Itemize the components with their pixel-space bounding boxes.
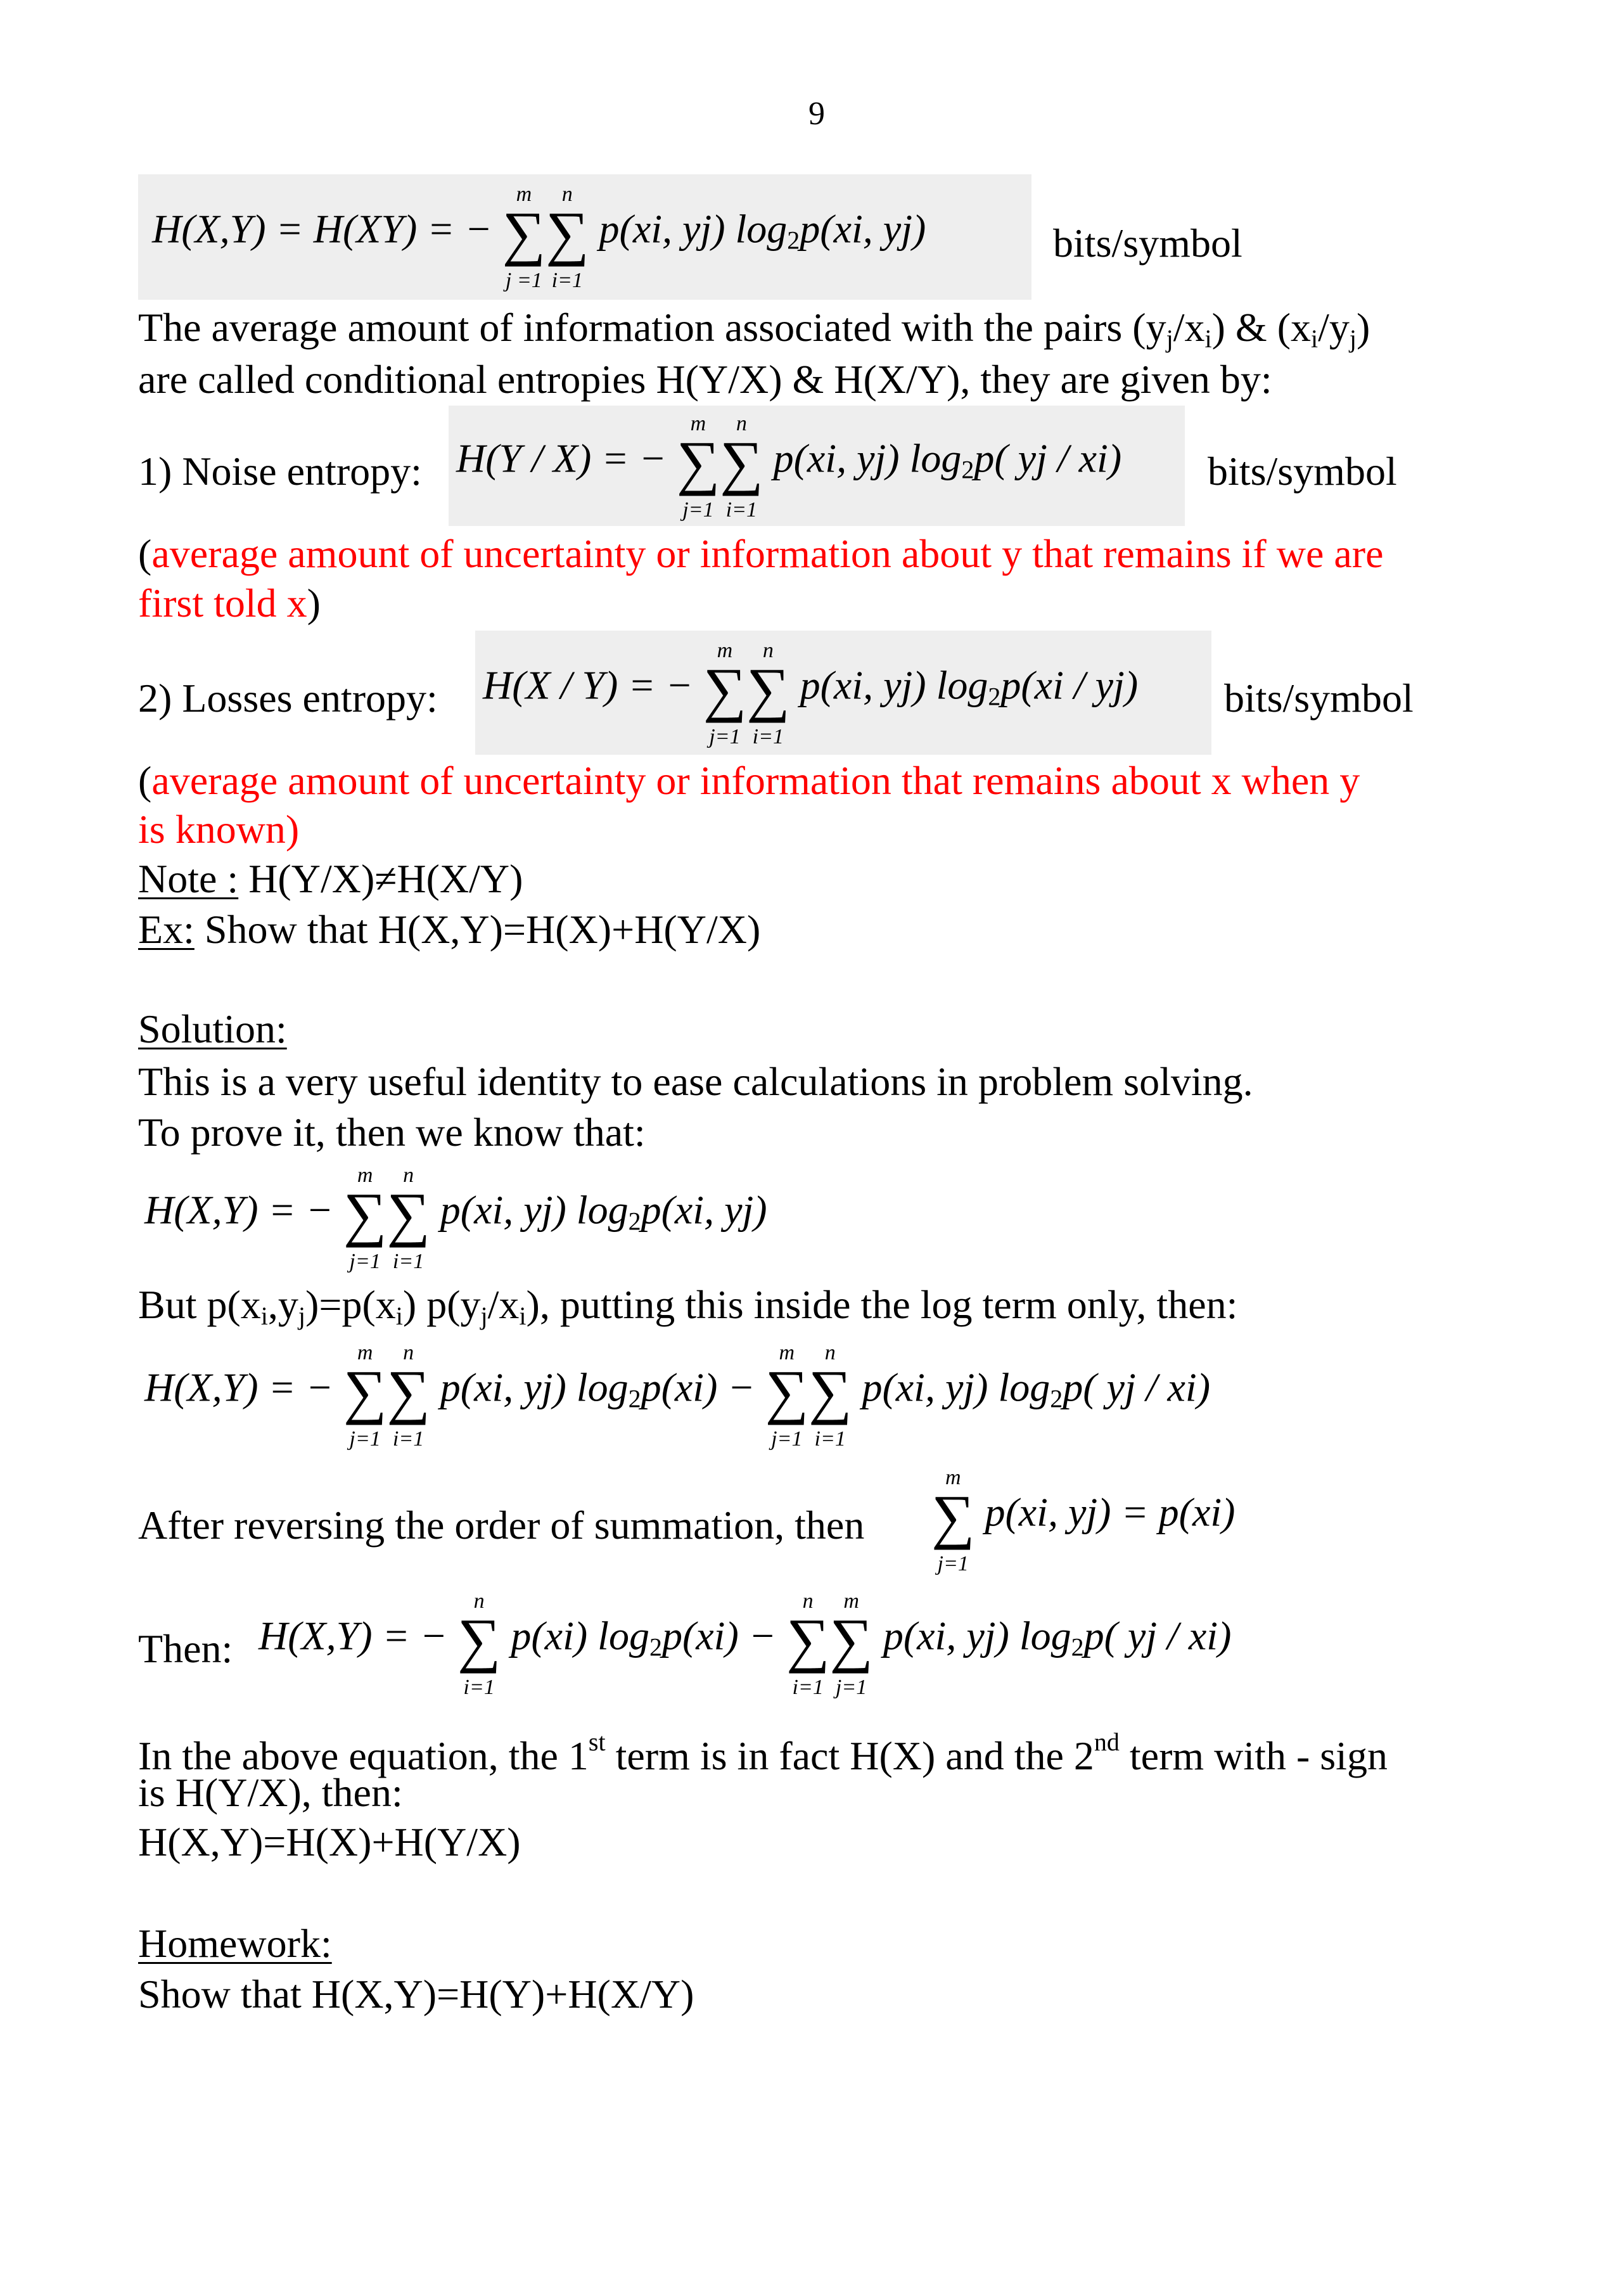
sum-symbol: ∑ n i=1 bbox=[746, 639, 790, 748]
eq1-unit: bits/symbol bbox=[1053, 221, 1242, 266]
noise-label: 1) Noise entropy: bbox=[138, 449, 422, 494]
eq1-lhs: H(X,Y) = H(XY) = − bbox=[152, 206, 492, 252]
eq2-joint-entropy: H(X,Y) = − ∑ m j=1 ∑ n i=1 p(xi, yj) $\log_2p(xi$, yj) bbox=[144, 1164, 767, 1273]
homework-text: Show that H(X,Y)=H(Y)+H(X/Y) bbox=[138, 1972, 694, 2017]
sum-symbol: ∑ m j=1 bbox=[765, 1341, 808, 1451]
losses-note-line2: is known) bbox=[138, 807, 300, 852]
losses-entropy-equation: H(X / Y) = − ∑ m j=1 ∑ n i=1 p(xi, yj) $\log_2p(xi / yj)$ bbox=[483, 639, 1139, 748]
sum-symbol: ∑ m j=1 bbox=[703, 639, 747, 748]
then-label: Then: bbox=[138, 1626, 233, 1671]
sum-symbol: ∑ n i=1 bbox=[386, 1164, 430, 1273]
eq3-expanded: H(X,Y) = − ∑ m j=1 ∑ n i=1 p(xi, yj) $\log_2p(xi)$ − ∑ m j=1 ∑ n i=1 p(xi, yj) $\log_2p$( yj / xi) bbox=[144, 1341, 1210, 1451]
reverse-text: After reversing the order of summation, then bbox=[138, 1503, 865, 1548]
sum-symbol: ∑ m j=1 bbox=[931, 1466, 975, 1575]
example-line: Ex: Show that H(X,Y)=H(X)+H(Y/X) bbox=[138, 907, 761, 952]
page-number: 9 bbox=[808, 96, 825, 132]
sum-symbol: ∑ m j =1 bbox=[502, 183, 546, 292]
solution-line1: This is a very useful identity to ease calculations in problem solving. bbox=[138, 1059, 1253, 1104]
para1-line1: The average amount of information associated with the pairs $(y_j/x_i)$ & $(x_i/y_j)$ bbox=[138, 305, 1370, 353]
para1-line2: are called conditional entropies H(Y/X) & H(X/Y), they are given by: bbox=[138, 357, 1272, 402]
eq1-joint-entropy: H(X,Y) = H(XY) = − ∑ m j =1 ∑ n i=1 p(xi, yj) $\log_2p(xi$, yj) bbox=[152, 183, 926, 292]
conclusion-line2: is H(Y/X), then: bbox=[138, 1770, 403, 1815]
sum-symbol: ∑ n i=1 bbox=[457, 1589, 501, 1699]
conclusion-line3: H(X,Y)=H(X)+H(Y/X) bbox=[138, 1819, 521, 1864]
sum-symbol: ∑ n i=1 bbox=[546, 183, 589, 292]
noise-note-line1: (average amount of uncertainty or information about y that remains if we are bbox=[138, 531, 1384, 576]
sum-symbol: ∑ n i=1 bbox=[786, 1589, 830, 1699]
losses-label: 2) Losses entropy: bbox=[138, 676, 438, 721]
sum-symbol: ∑ n i=1 bbox=[808, 1341, 852, 1451]
sum-symbol: ∑ m j=1 bbox=[343, 1164, 387, 1273]
reverse-equation: ∑ m j=1 p(xi, yj) = p(xi) bbox=[931, 1466, 1236, 1575]
noise-note-line2: first told x) bbox=[138, 580, 321, 625]
sum-symbol: ∑ m j=1 bbox=[343, 1341, 387, 1451]
solution-heading: Solution: bbox=[138, 1006, 287, 1051]
homework-heading: Homework: bbox=[138, 1921, 332, 1966]
noise-entropy-equation: H(Y / X) = − ∑ m j=1 ∑ n i=1 p(xi, yj) $\log_2p$( yj / xi) bbox=[456, 412, 1122, 522]
sum-symbol: ∑ n i=1 bbox=[386, 1341, 430, 1451]
noise-unit: bits/symbol bbox=[1208, 449, 1397, 494]
conclusion-line1: In the above equation, the 1st term is in fact H(X) and the 2nd term with - sign bbox=[138, 1728, 1388, 1778]
sum-symbol: ∑ n i=1 bbox=[720, 412, 763, 522]
sum-symbol: ∑ m j=1 bbox=[676, 412, 720, 522]
sum-symbol: ∑ m j=1 bbox=[829, 1589, 873, 1699]
solution-line2: To prove it, then we know that: bbox=[138, 1110, 646, 1155]
then-equation: H(X,Y) = − ∑ n i=1 p(xi) $\log_2p(xi)$ − ∑ n i=1 ∑ m j=1 p(xi, yj) $\log_2p$( yj / xi) bbox=[259, 1589, 1232, 1699]
but-line: But $p(x_i,y_j)=p(x_i)$ $p(y_j/x_i)$, putting this inside the log term only, then: bbox=[138, 1282, 1238, 1330]
losses-unit: bits/symbol bbox=[1224, 676, 1414, 721]
note-line: Note : H(Y/X)≠H(X/Y) bbox=[138, 856, 523, 901]
losses-note-line1: (average amount of uncertainty or information that remains about x when y bbox=[138, 758, 1360, 803]
